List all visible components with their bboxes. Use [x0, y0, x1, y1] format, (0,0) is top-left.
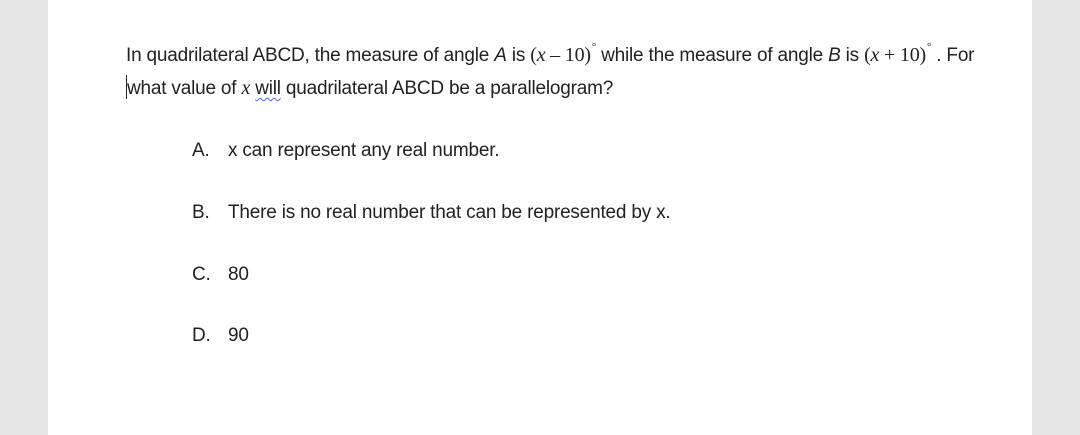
question-part: is	[840, 45, 865, 66]
document-page	[48, 0, 1032, 435]
choice-letter: A.	[192, 140, 210, 161]
question-part: is	[506, 45, 531, 66]
degree-symbol: °	[926, 41, 932, 53]
question-part: In quadrilateral ABCD, the measure of angle	[126, 45, 495, 66]
angle-a-label: A	[494, 45, 507, 66]
question-text	[126, 40, 1016, 104]
choice-text: x can represent any real number.	[228, 140, 500, 161]
choice-b[interactable]	[192, 202, 671, 224]
angle-b-label: B	[828, 45, 841, 66]
question-part: while the measure of angle	[596, 45, 829, 66]
choice-letter: D.	[192, 325, 211, 346]
spellcheck-word[interactable]: will	[255, 78, 281, 99]
question-part: quadrilateral ABCD be a parallelogram?	[280, 78, 614, 99]
choice-text: 80	[228, 264, 249, 285]
question-part: what value of	[127, 78, 242, 99]
variable-x: x	[241, 77, 251, 99]
choice-text: 90	[228, 325, 249, 346]
choice-letter: C.	[192, 264, 211, 285]
choice-c[interactable]	[192, 264, 249, 286]
choice-a[interactable]	[192, 140, 499, 162]
angle-b-expression: (x + 10)°	[864, 41, 932, 66]
choice-letter: B.	[192, 202, 210, 223]
choice-text: There is no real number that can be represented by x.	[228, 202, 671, 223]
question-part: . For	[931, 45, 975, 66]
degree-symbol: °	[591, 41, 597, 53]
choice-d[interactable]	[192, 325, 249, 347]
angle-a-expression: (x – 10)°	[530, 41, 597, 66]
